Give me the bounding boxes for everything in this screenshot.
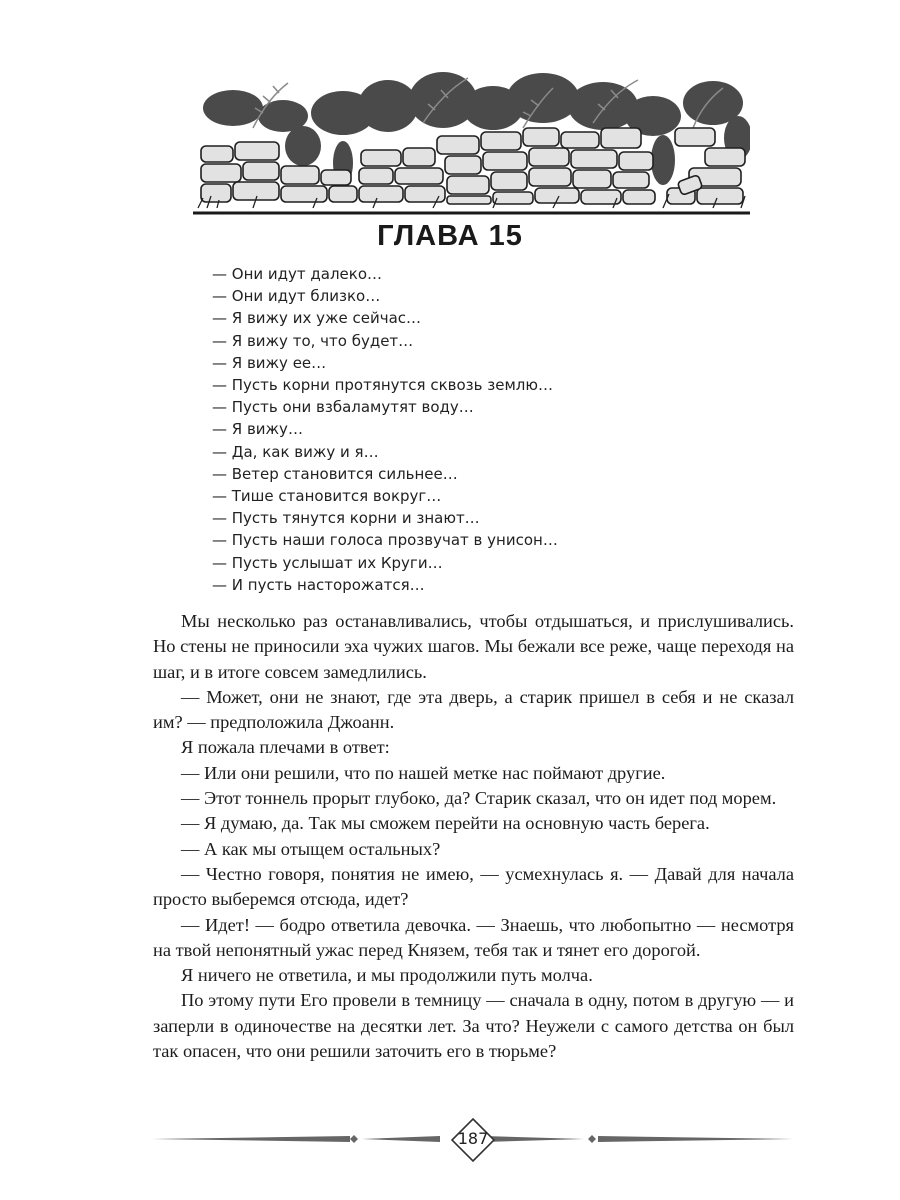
stone-wall-illustration xyxy=(193,68,750,218)
paragraph: — Честно говоря, понятия не имею, — усмехнулась я. — Давай для начала просто выберемся отсюда, идет? xyxy=(153,863,794,910)
rule-mid-right-icon xyxy=(484,1136,584,1142)
chant-line: — Я вижу… xyxy=(212,420,303,439)
chant-line: — Пусть услышат их Круги… xyxy=(212,553,443,572)
paragraph: Я ничего не ответила, и мы продолжили путь молча. xyxy=(181,965,593,986)
paragraph: По этому пути Его провели в темницу — сначала в одну, потом в другую — и заперли в одиночестве на десятки лет. За что? Неужели с самого детства он был так опасен, что они решили заточить его в тюрьме? xyxy=(153,990,794,1062)
paragraph: Я пожала плечами в ответ: xyxy=(181,737,390,758)
paragraph: — Идет! — бодро ответила девочка. — Знаешь, что любопытно — несмотря на твой непонятный ужас перед Князем, тебя так и тянет его дорогой. xyxy=(153,914,794,960)
chant-line: — Пусть тянутся корни и знают… xyxy=(212,509,480,528)
paragraph: — Этот тоннель прорыт глубоко, да? Старик сказал, что он идет под морем. xyxy=(181,788,777,809)
chant-block xyxy=(212,263,732,596)
chant-line: — И пусть насторожатся… xyxy=(212,575,425,594)
paragraph: — Может, они не знают, где эта дверь, а старик пришел в себя и не сказал им? — предположила Джоанн. xyxy=(153,686,794,733)
paragraph: — Я думаю, да. Так мы сможем перейти на основную часть берега. xyxy=(181,813,710,834)
diamond-rule-icon xyxy=(350,1135,358,1143)
chant-line: — Я вижу ее… xyxy=(212,353,327,372)
chant-line: — Они идут далеко… xyxy=(212,265,383,283)
chant-line: — Тише становится вокруг… xyxy=(212,487,442,506)
chant-line: — Пусть наши голоса прозвучат в унисон… xyxy=(212,531,558,550)
chapter-title: ГЛАВА 15 xyxy=(377,220,523,252)
paragraph: — Или они решили, что по нашей метке нас поймают другие. xyxy=(181,762,666,783)
chant-line: — Ветер становится сильнее… xyxy=(212,464,458,483)
chant-line: — Да, как вижу и я… xyxy=(212,442,379,461)
chant-line: — Пусть они взбаламутят воду… xyxy=(212,398,474,417)
paragraph: — А как мы отыщем остальных? xyxy=(181,838,441,859)
chant-line: — Я вижу их уже сейчас… xyxy=(212,309,422,328)
chant-line: — Пусть корни протянутся сквозь землю… xyxy=(212,376,553,395)
chant-line: — Они идут близко… xyxy=(212,287,381,306)
page-number: 187 xyxy=(457,1129,489,1148)
rule-right-icon xyxy=(598,1136,793,1142)
rule-left-icon xyxy=(152,1136,350,1142)
body-text xyxy=(153,609,794,1064)
rule-mid-left-icon xyxy=(362,1136,440,1142)
diamond-rule-icon xyxy=(588,1135,596,1143)
paragraph: Мы несколько раз останавливались, чтобы отдышаться, и прислушивались. Но стены не приносили эха чужих шагов. Мы бежали все реже, чаще переходя на шаг, и в итоге совсем замедлились. xyxy=(153,611,794,682)
chant-line: — Я вижу то, что будет… xyxy=(212,331,414,350)
